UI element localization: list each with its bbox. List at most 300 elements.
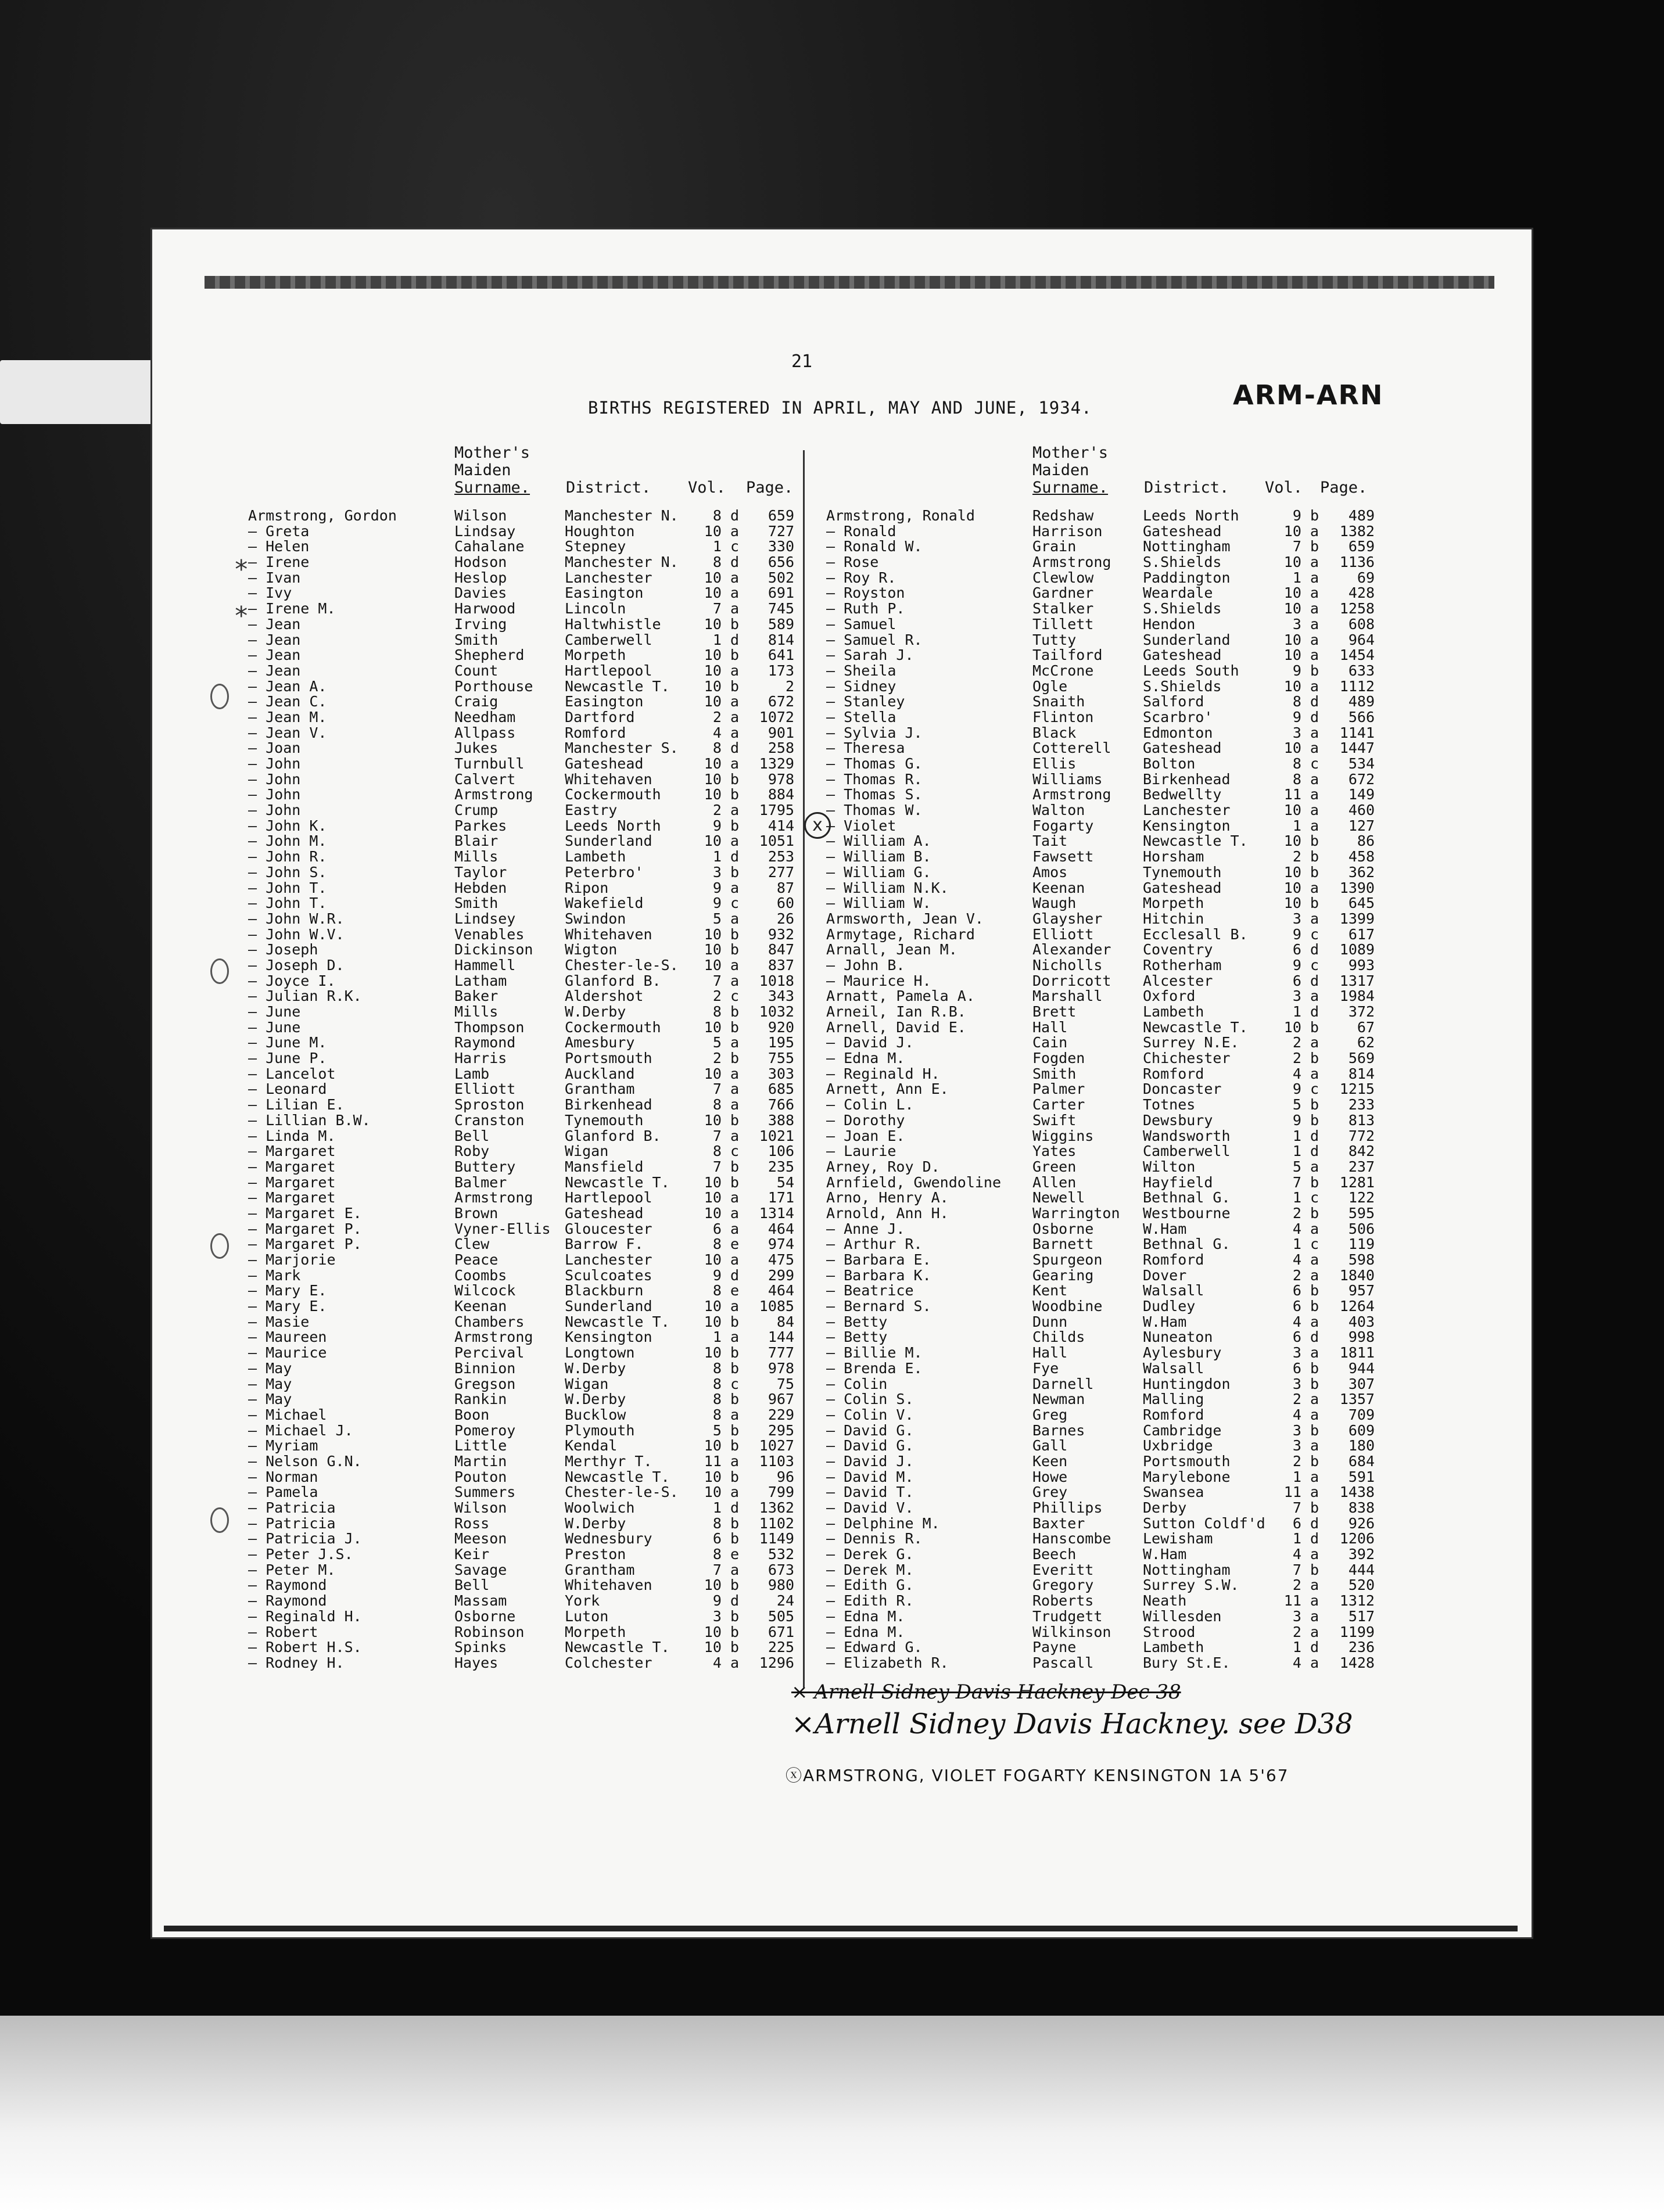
- entry-maiden-surname: Tillett: [1032, 615, 1094, 633]
- entry-district: Auckland: [565, 1065, 635, 1082]
- entry-name: — Dennis R.: [826, 1530, 923, 1547]
- entry-volume: 7 b: [712, 1158, 739, 1175]
- entry-volume: 10 a: [704, 832, 739, 850]
- entry-name: — Sheila: [826, 662, 896, 679]
- entry-volume: 10 b: [704, 1623, 739, 1640]
- entry-maiden-surname: Fye: [1032, 1359, 1059, 1377]
- entry-maiden-surname: Gall: [1032, 1437, 1068, 1455]
- entry-volume: 6 d: [1292, 972, 1319, 989]
- entry-maiden-surname: Walton: [1032, 802, 1085, 819]
- left-header-maiden: Mother's Maiden Surname.: [454, 444, 530, 497]
- entry-name: — David G.: [826, 1437, 914, 1455]
- entry-district: S.Shields: [1143, 677, 1222, 695]
- entry-district: Edmonton: [1143, 724, 1213, 741]
- entry-name: — Maurice: [248, 1344, 327, 1362]
- entry-district: Nottingham: [1143, 538, 1231, 555]
- entry-district: Cockermouth: [565, 786, 661, 803]
- entry-volume: 3 a: [1292, 1437, 1319, 1455]
- entry-name: — Pamela: [248, 1484, 318, 1501]
- entry-volume: 3 a: [1292, 1344, 1319, 1362]
- entry-name: — Michael: [248, 1406, 327, 1423]
- entry-name: — May: [248, 1391, 292, 1408]
- entry-maiden-surname: Pouton: [454, 1468, 507, 1485]
- entry-volume: 9 c: [1292, 925, 1319, 943]
- entry-page: 1072: [759, 708, 794, 726]
- entry-volume: 7 b: [1292, 1173, 1319, 1191]
- entry-page: 444: [1348, 1561, 1375, 1578]
- entry-maiden-surname: Gregson: [454, 1375, 516, 1392]
- entry-page: 656: [768, 554, 794, 571]
- entry-volume: 11 a: [704, 1452, 739, 1470]
- entry-volume: 9 d: [712, 1266, 739, 1284]
- entry-maiden-surname: Newman: [1032, 1391, 1085, 1408]
- entry-maiden-surname: Brown: [454, 1204, 499, 1222]
- entry-name: — Mary E.: [248, 1298, 327, 1315]
- entry-volume: 5 b: [712, 1421, 739, 1439]
- entry-page: 633: [1348, 662, 1375, 679]
- entry-maiden-surname: Nicholls: [1032, 956, 1103, 974]
- entry-maiden-surname: Roberts: [1032, 1592, 1094, 1610]
- entry-name: — Linda M.: [248, 1127, 336, 1144]
- entry-volume: 10 b: [704, 677, 739, 695]
- entry-page: 362: [1348, 863, 1375, 881]
- entry-name: — William B.: [826, 848, 931, 866]
- entry-page: 1149: [759, 1530, 794, 1547]
- entry-volume: 3 b: [1292, 1375, 1319, 1392]
- entry-maiden-surname: Kent: [1032, 1282, 1068, 1299]
- entry-name: — John: [248, 802, 301, 819]
- entry-page: 1840: [1339, 1266, 1375, 1284]
- entry-volume: 10 b: [704, 770, 739, 788]
- entry-page: 372: [1348, 1003, 1375, 1020]
- entry-maiden-surname: Taylor: [454, 863, 507, 881]
- punch-hole: [210, 1507, 229, 1533]
- entry-page: 403: [1348, 1313, 1375, 1330]
- entry-name: — Laurie: [826, 1143, 896, 1160]
- entry-volume: 9 c: [1292, 956, 1319, 974]
- entry-volume: 6 b: [1292, 1282, 1319, 1299]
- entry-district: Manchester N.: [565, 507, 679, 524]
- entry-maiden-surname: Everitt: [1032, 1561, 1094, 1578]
- entry-name: — Sidney: [826, 677, 896, 695]
- entry-page: 1382: [1339, 522, 1375, 540]
- entry-name: — William N.K.: [826, 879, 949, 896]
- entry-district: Cockermouth: [565, 1018, 661, 1036]
- entry-district: Manchester S.: [565, 739, 679, 757]
- entry-district: Scarbro': [1143, 708, 1213, 726]
- entry-district: Bolton: [1143, 755, 1196, 772]
- entry-district: Grantham: [565, 1080, 635, 1098]
- entry-maiden-surname: Allpass: [454, 724, 516, 741]
- entry-name: — John W.R.: [248, 910, 345, 927]
- entry-page: 229: [768, 1406, 794, 1423]
- entry-name: — June M.: [248, 1034, 327, 1051]
- entry-district: W.Ham: [1143, 1546, 1187, 1563]
- entry-name: — Reginald H.: [826, 1065, 940, 1082]
- entry-maiden-surname: Shepherd: [454, 647, 525, 664]
- entry-district: Blackburn: [565, 1282, 644, 1299]
- entry-name: — Reginald H.: [248, 1607, 362, 1625]
- entry-page: 569: [1348, 1050, 1375, 1067]
- entry-volume: 2 a: [1292, 1034, 1319, 1051]
- entry-page: 685: [768, 1080, 794, 1098]
- entry-volume: 11 a: [1283, 1484, 1319, 1501]
- entry-name: — Maurice H.: [826, 972, 931, 989]
- entry-maiden-surname: Harrison: [1032, 522, 1103, 540]
- entry-name: — Robert: [248, 1623, 318, 1640]
- entry-district: Hartlepool: [565, 1189, 652, 1206]
- entry-name: — May: [248, 1375, 292, 1392]
- entry-district: Easington: [565, 693, 644, 710]
- entry-volume: 10 a: [1283, 600, 1319, 617]
- entry-district: Doncaster: [1143, 1080, 1222, 1098]
- entry-volume: 6 d: [1292, 941, 1319, 958]
- entry-maiden-surname: Mills: [454, 1003, 499, 1020]
- entry-volume: 10 a: [1283, 739, 1319, 757]
- entry-district: Sutton Coldf'd: [1143, 1514, 1265, 1532]
- entry-maiden-surname: Pascall: [1032, 1654, 1094, 1671]
- entry-name: — Jean M.: [248, 708, 327, 726]
- entry-page: 144: [768, 1328, 794, 1346]
- entry-maiden-surname: Wilson: [454, 507, 507, 524]
- entry-volume: 4 a: [1292, 1251, 1319, 1268]
- entry-maiden-surname: Ogle: [1032, 677, 1068, 695]
- entry-maiden-surname: Mills: [454, 848, 499, 866]
- entry-district: Hendon: [1143, 615, 1196, 633]
- entry-district: Gateshead: [1143, 522, 1222, 540]
- entry-page: 1362: [759, 1499, 794, 1516]
- entry-page: 303: [768, 1065, 794, 1082]
- entry-district: Wednesbury: [565, 1530, 652, 1547]
- entry-maiden-surname: Binnion: [454, 1359, 516, 1377]
- entry-district: Peterbro': [565, 863, 644, 881]
- entry-district: Malling: [1143, 1391, 1204, 1408]
- entry-page: 920: [768, 1018, 794, 1036]
- entry-page: 225: [768, 1639, 794, 1656]
- entry-district: Gloucester: [565, 1220, 652, 1237]
- entry-volume: 1 d: [712, 1499, 739, 1516]
- entry-volume: 8 c: [712, 1375, 739, 1392]
- entry-maiden-surname: Armstrong: [1032, 554, 1111, 571]
- entry-maiden-surname: Needham: [454, 708, 516, 726]
- entry-page: 180: [1348, 1437, 1375, 1455]
- entry-name: — Margaret: [248, 1158, 336, 1175]
- entry-name: — Thomas S.: [826, 786, 923, 803]
- entry-district: Longtown: [565, 1344, 635, 1362]
- entry-name: — John S.: [248, 863, 327, 881]
- entry-page: 299: [768, 1266, 794, 1284]
- entry-district: Bucklow: [565, 1406, 626, 1423]
- entry-page: 566: [1348, 708, 1375, 726]
- entry-volume: 8 e: [712, 1236, 739, 1253]
- entry-name: — Joan: [248, 739, 301, 757]
- entry-page: 1027: [759, 1437, 794, 1455]
- entry-volume: 10 b: [704, 786, 739, 803]
- entry-maiden-surname: Keenan: [454, 1298, 507, 1315]
- entry-volume: 10 a: [704, 956, 739, 974]
- entry-maiden-surname: Redshaw: [1032, 507, 1094, 524]
- entry-name: — Sarah J.: [826, 647, 914, 664]
- entry-name: — Jean: [248, 615, 301, 633]
- entry-volume: 4 a: [712, 1654, 739, 1671]
- entry-maiden-surname: Greg: [1032, 1406, 1068, 1423]
- entry-page: 502: [768, 569, 794, 586]
- left-header-vol: Vol.: [688, 479, 726, 497]
- entry-district: Nuneaton: [1143, 1328, 1213, 1346]
- entry-maiden-surname: Glaysher: [1032, 910, 1103, 927]
- entry-page: 87: [776, 879, 794, 896]
- entry-page: 489: [1348, 693, 1375, 710]
- entry-volume: 3 a: [1292, 1607, 1319, 1625]
- entry-volume: 3 b: [1292, 1421, 1319, 1439]
- entry-name: — Robert H.S.: [248, 1639, 362, 1656]
- entry-district: Houghton: [565, 522, 635, 540]
- entry-page: 974: [768, 1236, 794, 1253]
- entry-district: Manchester N.: [565, 554, 679, 571]
- entry-volume: 6 a: [712, 1220, 739, 1237]
- entry-district: Morpeth: [565, 1623, 626, 1640]
- entry-volume: 1 a: [1292, 817, 1319, 834]
- entry-volume: 10 b: [704, 1173, 739, 1191]
- entry-maiden-surname: Amos: [1032, 863, 1068, 881]
- entry-name: — Stella: [826, 708, 896, 726]
- entry-district: Hitchin: [1143, 910, 1204, 927]
- entry-maiden-surname: Stalker: [1032, 600, 1094, 617]
- entry-maiden-surname: Armstrong: [1032, 786, 1111, 803]
- entry-page: 659: [1348, 538, 1375, 555]
- entry-maiden-surname: Venables: [454, 925, 525, 943]
- entry-district: Romford: [565, 724, 626, 741]
- entry-maiden-surname: Armstrong: [454, 1328, 533, 1346]
- entry-maiden-surname: Flinton: [1032, 708, 1094, 726]
- entry-volume: 1 d: [1292, 1143, 1319, 1160]
- entry-volume: 10 b: [704, 1111, 739, 1129]
- entry-name: — Rodney H.: [248, 1654, 345, 1671]
- entry-volume: 4 a: [1292, 1546, 1319, 1563]
- entry-volume: 9 b: [1292, 1111, 1319, 1129]
- entry-district: Chester-le-S.: [565, 956, 679, 974]
- entry-name: — Arthur R.: [826, 1236, 923, 1253]
- entry-district: Newcastle T.: [565, 1313, 670, 1330]
- entry-page: 799: [768, 1484, 794, 1501]
- entry-volume: 10 b: [704, 925, 739, 943]
- entry-name: — David M.: [826, 1468, 914, 1485]
- entry-name: — Edith G.: [826, 1577, 914, 1594]
- entry-district: Alcester: [1143, 972, 1213, 989]
- entry-volume: 10 b: [1283, 1018, 1319, 1036]
- entry-district: Chester-le-S.: [565, 1484, 679, 1501]
- entry-district: Romford: [1143, 1406, 1204, 1423]
- entry-name: — Colin: [826, 1375, 888, 1392]
- entry-district: Birkenhead: [1143, 770, 1231, 788]
- entry-maiden-surname: Grain: [1032, 538, 1077, 555]
- entry-name: — John: [248, 755, 301, 772]
- entry-page: 591: [1348, 1468, 1375, 1485]
- entry-volume: 10 a: [1283, 554, 1319, 571]
- entry-volume: 2 b: [1292, 1452, 1319, 1470]
- entry-district: Neath: [1143, 1592, 1187, 1610]
- entry-volume: 6 d: [1292, 1328, 1319, 1346]
- scan-bottom-fade: [0, 2016, 1664, 2212]
- entry-page: 1390: [1339, 879, 1375, 896]
- entry-name: — May: [248, 1359, 292, 1377]
- entry-page: 993: [1348, 956, 1375, 974]
- entry-volume: 8 a: [1292, 770, 1319, 788]
- entry-volume: 6 b: [1292, 1298, 1319, 1315]
- entry-maiden-surname: Wiggins: [1032, 1127, 1094, 1144]
- entry-maiden-surname: Snaith: [1032, 693, 1085, 710]
- entry-volume: 10 a: [704, 755, 739, 772]
- entry-volume: 4 a: [1292, 1065, 1319, 1082]
- entry-name: — Beatrice: [826, 1282, 914, 1299]
- entry-volume: 3 a: [1292, 910, 1319, 927]
- entry-page: 595: [1348, 1204, 1375, 1222]
- entry-page: 1103: [759, 1452, 794, 1470]
- entry-page: 195: [768, 1034, 794, 1051]
- entry-district: Gateshead: [565, 1204, 644, 1222]
- entry-district: Easington: [565, 584, 644, 602]
- entry-district: Ripon: [565, 879, 609, 896]
- entry-volume: 2 a: [1292, 1391, 1319, 1408]
- entry-page: 532: [768, 1546, 794, 1563]
- entry-district: Nottingham: [1143, 1561, 1231, 1578]
- entry-maiden-surname: Fawsett: [1032, 848, 1094, 866]
- entry-maiden-surname: Hall: [1032, 1018, 1068, 1036]
- entry-page: 932: [768, 925, 794, 943]
- entry-maiden-surname: Turnbull: [454, 755, 525, 772]
- entry-name: Arney, Roy D.: [826, 1158, 940, 1175]
- entry-maiden-surname: Ross: [454, 1514, 490, 1532]
- entry-page: 1317: [1339, 972, 1375, 989]
- entry-district: Paddington: [1143, 569, 1231, 586]
- entry-maiden-surname: Smith: [454, 895, 499, 912]
- entry-district: Coventry: [1143, 941, 1213, 958]
- entry-volume: 7 a: [712, 972, 739, 989]
- entry-name: — June: [248, 1003, 301, 1020]
- entry-volume: 10 a: [1283, 631, 1319, 648]
- entry-maiden-surname: Smith: [454, 631, 499, 648]
- entry-maiden-surname: Hebden: [454, 879, 507, 896]
- entry-district: Sculcoates: [565, 1266, 652, 1284]
- entry-volume: 1 a: [1292, 569, 1319, 586]
- entry-district: Birkenhead: [565, 1096, 652, 1114]
- entry-volume: 7 a: [712, 600, 739, 617]
- entry-district: Colchester: [565, 1654, 652, 1671]
- entry-name: — Samuel R.: [826, 631, 923, 648]
- entry-name: — Rose: [826, 554, 879, 571]
- entry-page: 964: [1348, 631, 1375, 648]
- entry-page: 814: [1348, 1065, 1375, 1082]
- entry-maiden-surname: Allen: [1032, 1173, 1077, 1191]
- entry-maiden-surname: Elliott: [1032, 925, 1094, 943]
- entry-page: 1357: [1339, 1391, 1375, 1408]
- entry-page: 86: [1357, 832, 1375, 850]
- entry-district: Tynemouth: [565, 1111, 644, 1129]
- entry-volume: 8 b: [712, 1003, 739, 1020]
- entry-district: Newcastle T.: [565, 1173, 670, 1191]
- entry-maiden-surname: Osborne: [1032, 1220, 1094, 1237]
- entry-maiden-surname: Phillips: [1032, 1499, 1103, 1516]
- entry-district: Cambridge: [1143, 1421, 1222, 1439]
- entry-volume: 9 b: [712, 817, 739, 834]
- entry-name: — Sylvia J.: [826, 724, 923, 741]
- entry-district: W.Derby: [565, 1391, 626, 1408]
- top-rule: [205, 276, 1494, 289]
- entry-name: Armstrong, Gordon: [248, 507, 397, 524]
- entry-volume: 8 e: [712, 1546, 739, 1563]
- entry-district: Lambeth: [1143, 1639, 1204, 1656]
- entry-maiden-surname: Jukes: [454, 739, 499, 757]
- entry-maiden-surname: Pomeroy: [454, 1421, 516, 1439]
- entry-name: — Helen: [248, 538, 310, 555]
- entry-page: 842: [1348, 1143, 1375, 1160]
- entry-district: Romford: [1143, 1251, 1204, 1268]
- entry-page: 978: [768, 770, 794, 788]
- entry-name: — William W.: [826, 895, 931, 912]
- entry-maiden-surname: Dickinson: [454, 941, 533, 958]
- entry-name: Arnall, Jean M.: [826, 941, 957, 958]
- entry-name: — Stanley: [826, 693, 905, 710]
- entry-page: 1032: [759, 1003, 794, 1020]
- entry-name: — Edna M.: [826, 1623, 905, 1640]
- entry-maiden-surname: Marshall: [1032, 988, 1103, 1005]
- entry-district: Strood: [1143, 1623, 1196, 1640]
- entry-district: Newcastle T.: [1143, 832, 1248, 850]
- entry-district: Luton: [565, 1607, 609, 1625]
- entry-page: 75: [776, 1375, 794, 1392]
- entry-page: 277: [768, 863, 794, 881]
- entry-district: Mansfield: [565, 1158, 644, 1175]
- entry-name: — Margaret: [248, 1189, 336, 1206]
- entry-volume: 10 b: [1283, 895, 1319, 912]
- entry-district: Marylebone: [1143, 1468, 1231, 1485]
- entry-volume: 8 d: [712, 739, 739, 757]
- entry-page: 727: [768, 522, 794, 540]
- entry-name: — Raymond: [248, 1577, 327, 1594]
- entry-page: 253: [768, 848, 794, 866]
- entry-district: Horsham: [1143, 848, 1204, 866]
- entry-page: 609: [1348, 1421, 1375, 1439]
- entry-district: Merthyr T.: [565, 1452, 652, 1470]
- entry-district: Leeds South: [1143, 662, 1239, 679]
- entry-volume: 2 b: [1292, 848, 1319, 866]
- entry-maiden-surname: Smith: [1032, 1065, 1077, 1082]
- entry-name: — Ruth P.: [826, 600, 905, 617]
- entry-name: — Patricia J.: [248, 1530, 362, 1547]
- entry-name: — Ronald W.: [826, 538, 923, 555]
- entry-maiden-surname: Percival: [454, 1344, 525, 1362]
- entry-district: Ecclesall B.: [1143, 925, 1248, 943]
- entry-page: 1329: [759, 755, 794, 772]
- entry-maiden-surname: Gregory: [1032, 1577, 1094, 1594]
- entry-name: — Joyce I.: [248, 972, 336, 989]
- entry-district: W.Derby: [565, 1514, 626, 1532]
- entry-name: — Raymond: [248, 1592, 327, 1610]
- entry-page: 1136: [1339, 554, 1375, 571]
- entry-page: 171: [768, 1189, 794, 1206]
- entry-maiden-surname: Gardner: [1032, 584, 1094, 602]
- entry-volume: 10 b: [704, 1437, 739, 1455]
- column-divider: [803, 450, 805, 1687]
- entry-maiden-surname: Cotterell: [1032, 739, 1111, 757]
- entry-name: — Elizabeth R.: [826, 1654, 949, 1671]
- entry-maiden-surname: Wilson: [454, 1499, 507, 1516]
- entry-volume: 1 a: [1292, 1468, 1319, 1485]
- entry-district: Dewsbury: [1143, 1111, 1213, 1129]
- entry-district: Aylesbury: [1143, 1344, 1222, 1362]
- entry-name: — Julian R.K.: [248, 988, 362, 1005]
- entry-page: 1281: [1339, 1173, 1375, 1191]
